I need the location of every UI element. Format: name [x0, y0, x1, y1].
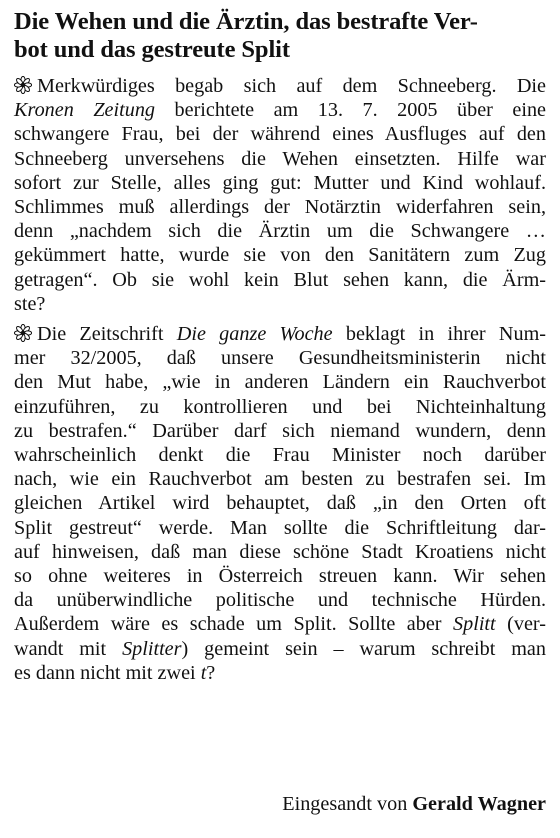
text-line	[14, 637, 546, 661]
text-run: auf hinweisen, daß man diese schöne Stadt Kroatiens nicht	[14, 540, 546, 563]
text-line	[14, 292, 546, 316]
text-run: den Mut habe, „wie in anderen Ländern ein Rauchverbot	[14, 371, 546, 394]
text-line	[14, 443, 546, 467]
text-line	[14, 661, 546, 685]
text-run: Schneeberg unversehens die Wehen einsetzten. Hilfe war	[14, 147, 546, 170]
text-line	[14, 612, 546, 636]
text-line	[14, 147, 546, 171]
text-run: ?	[206, 661, 216, 684]
text-line	[14, 171, 546, 195]
text-line	[14, 419, 546, 443]
text-run: ste?	[14, 292, 46, 315]
text-line	[14, 74, 546, 98]
text-run: mer 32/2005, daß unsere Gesundheitsministerin nicht	[14, 347, 546, 370]
text-line	[14, 588, 546, 612]
text-line	[14, 564, 546, 588]
flower-ornament-icon	[14, 76, 32, 94]
signature-line	[282, 792, 546, 816]
text-run: nach, wie ein Rauchverbot am besten zu bestrafen sei. Im	[14, 468, 546, 491]
text-run: Merkwürdiges begab sich auf dem Schneeberg. Die	[37, 75, 546, 97]
italic-text: t	[200, 661, 207, 684]
text-run: berichtete am 13. 7. 2005 über eine	[155, 99, 547, 122]
italic-text: Die ganze Woche	[176, 323, 333, 346]
signature-prefix: Eingesandt von	[282, 793, 413, 815]
title-line: bot und das gestreute Split	[14, 36, 290, 63]
title-line: Die Wehen und die Ärztin, das bestrafte Ver-	[14, 8, 478, 35]
article-title	[14, 8, 546, 64]
text-run: wandt mit	[14, 637, 123, 660]
text-run: getragen“. Ob sie wohl kein Blut sehen kann, die Ärm-	[14, 268, 546, 291]
text-run: (ver-	[495, 613, 546, 636]
text-run: zu bestrafen.“ Darüber darf sich niemand wundern, denn	[14, 419, 546, 442]
text-run: es dann nicht mit zwei	[14, 661, 201, 684]
text-line	[14, 122, 546, 146]
text-run: Schlimmes muß allerdings der Notärztin widerfahren sein,	[14, 196, 546, 219]
article-paragraph-1	[14, 74, 546, 316]
text-line	[14, 219, 546, 243]
text-run: einzuführen, zu kontrollieren und bei Nichteinhaltung	[14, 395, 546, 418]
text-line	[14, 395, 546, 419]
text-line	[14, 346, 546, 370]
italic-text: Splitt	[453, 613, 496, 636]
text-run: schwangere Frau, bei der während eines Ausfluges auf den	[14, 123, 546, 146]
italic-text: Splitter	[122, 637, 182, 660]
text-run: Die Zeitschrift	[37, 323, 177, 346]
text-run: beklagt in ihrer Num-	[332, 323, 546, 346]
text-run: ) gemeint sein – warum schreibt man	[181, 637, 546, 660]
text-run: gleichen Artikel wird behauptet, daß „in den Orten oft	[14, 492, 546, 515]
text-run: wahrscheinlich denkt die Frau Minister noch darüber	[14, 444, 546, 467]
text-line	[14, 516, 546, 540]
text-run: denn „nachdem sich die Ärztin um die Schwangere …	[14, 220, 546, 243]
text-run: Split gestreut“ werde. Man sollte die Schriftleitung dar-	[14, 516, 546, 539]
text-line	[14, 195, 546, 219]
text-line	[14, 268, 546, 292]
text-run: gekümmert hatte, wurde sie von den Sanitätern zum Zug	[14, 244, 546, 267]
flower-ornament-icon	[14, 324, 32, 342]
text-line	[14, 540, 546, 564]
text-line	[14, 491, 546, 515]
text-run: da unüberwindliche politische und technische Hürden.	[14, 589, 546, 612]
text-run: so ohne weiteres in Österreich streuen kann. Wir sehen	[14, 565, 546, 588]
text-line	[14, 98, 546, 122]
italic-text: Kronen Zeitung	[14, 99, 156, 122]
text-line	[14, 243, 546, 267]
text-line	[14, 322, 546, 346]
article-paragraph-2	[14, 322, 546, 685]
signature-author: Gerald Wagner	[412, 793, 546, 815]
text-line	[14, 467, 546, 491]
text-run: Außerdem wäre es schade um Split. Sollte aber	[14, 613, 454, 636]
text-run: sofort zur Stelle, alles ging gut: Mutter und Kind wohlauf.	[14, 171, 546, 194]
text-line	[14, 370, 546, 394]
